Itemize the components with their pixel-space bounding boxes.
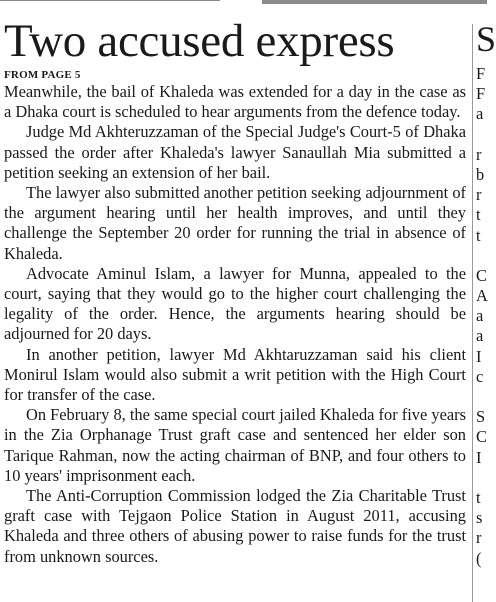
article-paragraph: Meanwhile, the bail of Khaleda was extended for a day in the case as a Dhaka court is scheduled to hear arguments from the defence today. bbox=[4, 82, 466, 122]
adjacent-column-line: t bbox=[476, 205, 481, 225]
adjacent-column-line: a bbox=[476, 104, 484, 124]
adjacent-column-lines bbox=[476, 64, 496, 569]
adjacent-column-line: ( bbox=[476, 548, 482, 568]
adjacent-column-line bbox=[476, 468, 496, 488]
adjacent-column-line: C bbox=[476, 427, 487, 447]
adjacent-column-line: I bbox=[476, 447, 482, 467]
adjacent-column-line: C bbox=[476, 265, 487, 285]
adjacent-column-fragment bbox=[476, 14, 496, 569]
news-article bbox=[4, 14, 466, 567]
article-paragraph: The lawyer also submitted another petition seeking adjournment of the argument hearing until her health improves, and until they challenge the September 20 order for running the trial in absence of Khaleda. bbox=[4, 183, 466, 263]
top-rule-right bbox=[262, 0, 487, 4]
adjacent-column-line: F bbox=[476, 64, 486, 83]
adjacent-column-line: r bbox=[476, 528, 482, 548]
article-headline: Two accused express bbox=[4, 15, 395, 67]
adjacent-column-line: F bbox=[476, 84, 486, 104]
adjacent-column-line: a bbox=[476, 326, 484, 346]
top-rule-left bbox=[0, 0, 220, 1]
article-paragraph: In another petition, lawyer Md Akhtaruzzaman said his client Monirul Islam would also submit a writ petition with the High Court for transfer of the case. bbox=[4, 344, 466, 405]
adjacent-column-line: c bbox=[476, 366, 484, 386]
adjacent-column-line: r bbox=[476, 185, 482, 205]
column-divider bbox=[472, 24, 473, 602]
adjacent-column-line bbox=[476, 387, 496, 407]
adjacent-column-line: r bbox=[476, 144, 482, 164]
article-paragraph: The Anti-Corruption Commission lodged the Zia Charitable Trust graft case with Tejgaon Police Station in August 2011, accusing Khaleda and three others of abusing power to raise funds for the trust from unknown sources. bbox=[4, 486, 466, 566]
adjacent-column-line bbox=[476, 246, 496, 266]
adjacent-column-line: S bbox=[476, 407, 486, 427]
article-paragraph: On February 8, the same special court jailed Khaleda for five years in the Zia Orphanage Trust graft case and sentenced her elder son Tarique Rahman, now the acting chairman of BNP, and four others to 10 years' imprisonment each. bbox=[4, 405, 466, 485]
adjacent-column-line: a bbox=[476, 306, 484, 326]
article-paragraph: Advocate Aminul Islam, a lawyer for Munna, appealed to the court, saying that they would go to the higher court challenging the legality of the order. Hence, the arguments hearing should be adjourned for 20 days. bbox=[4, 263, 466, 344]
adjacent-column-line: t bbox=[476, 225, 481, 245]
adjacent-column-headline-fragment: S bbox=[476, 19, 496, 59]
adjacent-column-line bbox=[476, 125, 496, 145]
adjacent-column-line: I bbox=[476, 346, 482, 366]
jump-label: FROM PAGE 5 bbox=[4, 69, 81, 81]
adjacent-column-line: b bbox=[476, 164, 485, 184]
adjacent-column-line: s bbox=[476, 508, 483, 528]
adjacent-column-line: A bbox=[476, 286, 488, 306]
article-paragraph: Judge Md Akhteruzzaman of the Special Judge's Court-5 of Dhaka passed the order after Khaleda's lawyer Sanaullah Mia submitted a petition seeking an extension of her bail. bbox=[4, 122, 466, 182]
adjacent-column-line: t bbox=[476, 487, 481, 507]
